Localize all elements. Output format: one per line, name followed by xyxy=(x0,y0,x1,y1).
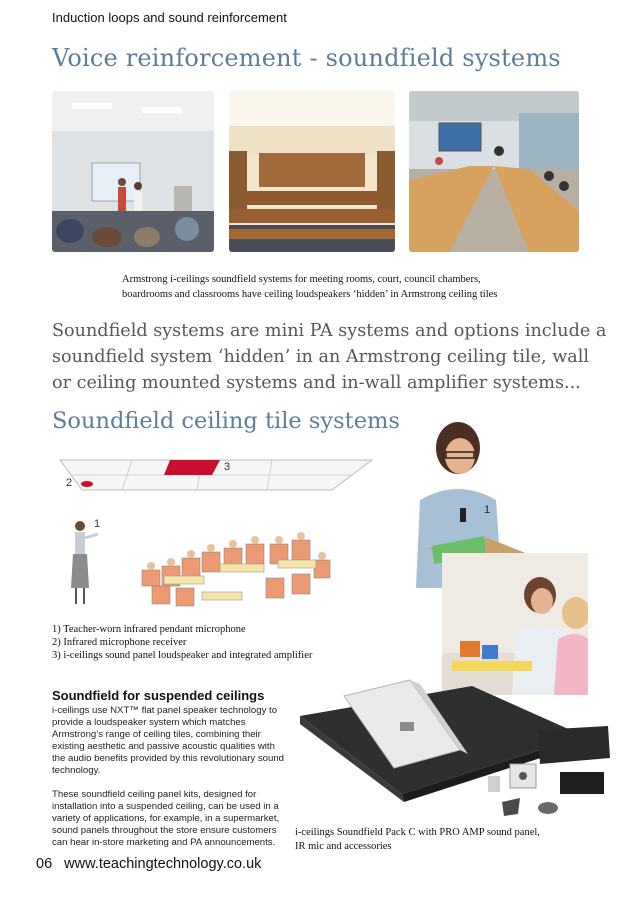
diagram-legend xyxy=(52,623,312,662)
teacher-child-photo xyxy=(442,553,588,695)
legend-item-2: 2) Infrared microphone receiver xyxy=(52,637,187,648)
running-head: Induction loops and sound reinforcement xyxy=(52,10,287,25)
lead-paragraph: Soundfield systems are mini PA systems and options include a soundfield system ‘hidden’ in an Armstrong ceiling tile, wall or ceiling mounted systems and in-wall amplifier systems... xyxy=(52,321,607,393)
photo-caption xyxy=(122,272,542,302)
diagram-label-3: 3 xyxy=(224,461,231,473)
pack-caption-line-1: i-ceilings Soundfield Pack C with PRO AMP sound panel, xyxy=(295,827,540,838)
page-title: Voice reinforcement - soundfield systems xyxy=(52,44,561,72)
pack-caption-line-2: IR mic and accessories xyxy=(295,841,392,852)
suspended-ceilings-paragraph-1: i-ceilings use NXT™ flat panel speaker technology to provide a loudspeaker system which matches Armstrong’s range of ceiling tiles, combining their existing aesthetic and passive acoustic qualities with the audio benefits provided by this revolutionary sound technology. xyxy=(52,705,284,776)
photo-label-1: 1 xyxy=(484,504,491,516)
footer-url[interactable]: www.teachingtechnology.co.uk xyxy=(64,856,262,872)
ceiling-speaker-panel xyxy=(164,460,220,475)
suspended-ceilings-heading: Soundfield for suspended ceilings xyxy=(52,688,265,703)
photo-caption-line-2: boardrooms and classrooms have ceiling loudspeakers ‘hidden’ in Armstrong ceiling tiles xyxy=(122,289,498,300)
section-heading: Soundfield ceiling tile systems xyxy=(52,408,400,434)
classroom-diagram xyxy=(52,448,387,618)
suspended-ceilings-paragraph-2: These soundfield ceiling panel kits, designed for installation into a suspended ceiling, can be used in a variety of applications, for example, in a supermarket, sound panels throughout the store ensure customers can hear in-store marketing and PA announcements. xyxy=(52,789,280,848)
meeting-room-photo xyxy=(409,91,579,252)
photo-caption-line-1: Armstrong i-ceilings soundfield systems for meeting rooms, court, council chambers, xyxy=(122,274,481,285)
soundfield-pack-photo xyxy=(292,676,612,826)
teacher-figure xyxy=(71,521,98,604)
classroom-photo xyxy=(52,91,214,252)
legend-item-3: 3) i-ceilings sound panel loudspeaker and integrated amplifier xyxy=(52,650,313,661)
page-footer xyxy=(36,856,261,872)
council-chamber-photo xyxy=(229,91,395,252)
pack-caption xyxy=(295,826,595,854)
legend-item-1: 1) Teacher-worn infrared pendant microphone xyxy=(52,624,246,635)
page-number: 06 xyxy=(36,856,53,872)
diagram-label-1: 1 xyxy=(94,518,101,530)
ir-receiver xyxy=(81,481,93,487)
diagram-label-2: 2 xyxy=(66,477,73,489)
